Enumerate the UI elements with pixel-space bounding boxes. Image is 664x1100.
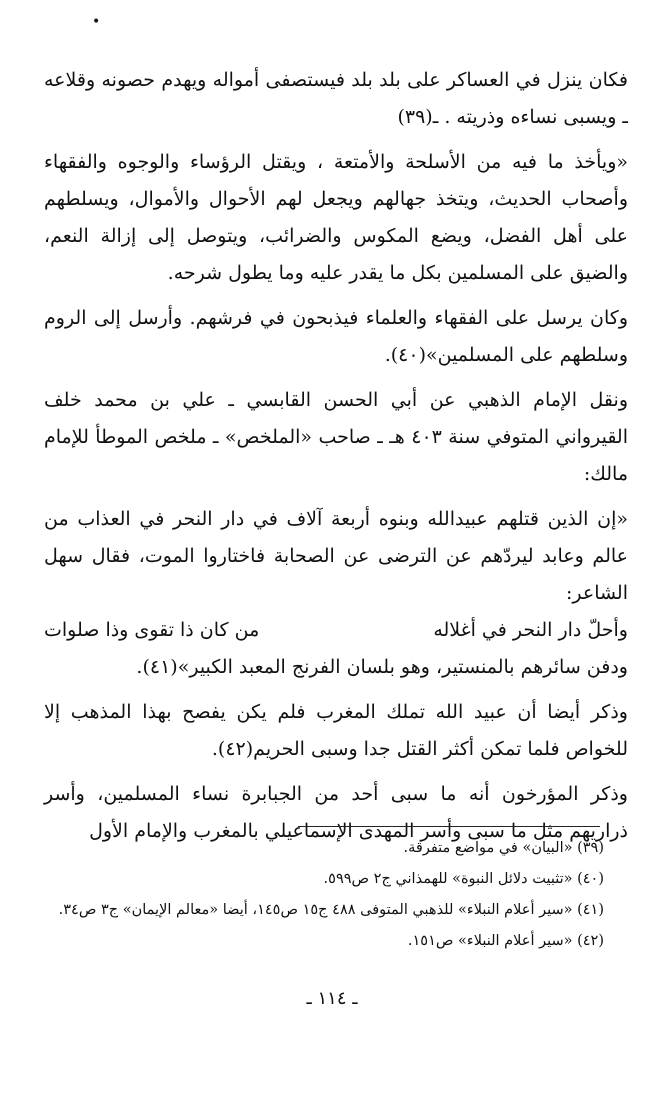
footnote-divider bbox=[298, 826, 600, 827]
paragraph: «ويأخذ ما فيه من الأسلحة والأمتعة ، ويقتل الرؤساء والوجوه والفقهاء وأصحاب الحديث، ويتخذ جهالهم ويجعل لهم الأحوال والأموال، ويسلطهم على أهل الفضل، ويضع المكوس والضرائب، ويتوصل إلى إزالة النعم، والضيق على المسلمين بكل ما يقدر عليه وما يطول شرحه. bbox=[44, 151, 628, 284]
footnote: (٤٢) «سير أعلام النبلاء» ص١٥١. bbox=[407, 933, 604, 949]
paragraph: وكان يرسل على الفقهاء والعلماء فيذبحون في فرشهم. وأرسل إلى الروم وسلطهم على المسلمين»(٤٠). bbox=[44, 307, 628, 366]
footnotes bbox=[44, 836, 604, 960]
poem-hemistich-first: وأحلّ دار النحر في أغلاله bbox=[433, 619, 628, 641]
paragraph: «إن الذين قتلهم عبيدالله وبنوه أربعة آلاف في دار النحر في العذاب من عالم وعابد ليردّهم عن الترضى عن الصحابة فاختاروا الموت، فقال سهل الشاعر: bbox=[44, 508, 628, 604]
poem-verse bbox=[44, 612, 628, 649]
poem-hemistich-second: من كان ذا تقوى وذا صلوات bbox=[44, 619, 260, 641]
top-mark: • bbox=[92, 14, 101, 30]
paragraph: فكان ينزل في العساكر على بلد بلد فيستصفى أمواله ويهدم حصونه وقلاعه ـ ويسبى نساءه وذريته . ـ(٣٩) bbox=[44, 69, 628, 128]
paragraph: وذكر أيضا أن عبيد الله تملك المغرب فلم يكن يفصح بهذا المذهب إلا للخواص فلما تمكن أكثر القتل جدا وسبى الحريم(٤٢). bbox=[44, 701, 628, 760]
paragraph: وذكر المؤرخون أنه ما سبى أحد من الجبابرة نساء المسلمين، وأسر ذراريهم مثل ما سبى وأسر المهدى الإسماعيلي بالمغرب والإمام الأول bbox=[44, 783, 628, 842]
footnote: (٤١) «سير أعلام النبلاء» للذهبي المتوفى ٤٨٨ ج١٥ ص١٤٥، أيضا «معالم الإيمان» ج٣ ص٣٤. bbox=[58, 902, 604, 918]
paragraph: ودفن سائرهم بالمنستير، وهو بلسان الفرنج المعبد الكبير»(٤١). bbox=[136, 656, 628, 678]
page-number: ـ ١١٤ ـ bbox=[306, 988, 358, 1009]
footnote: (٣٩) «البيان» في مواضع متفرقة. bbox=[403, 840, 604, 856]
footnote: (٤٠) «تثبيت دلائل النبوة» للهمذاني ج٢ ص٥٩٩. bbox=[323, 871, 604, 887]
paragraph: ونقل الإمام الذهبي عن أبي الحسن القابسي ـ علي بن محمد خلف القيرواني المتوفي سنة ٤٠٣ هـ ـ صاحب «الملخص» ـ ملخص الموطأ للإمام مالك: bbox=[44, 389, 628, 485]
main-text bbox=[44, 62, 628, 858]
